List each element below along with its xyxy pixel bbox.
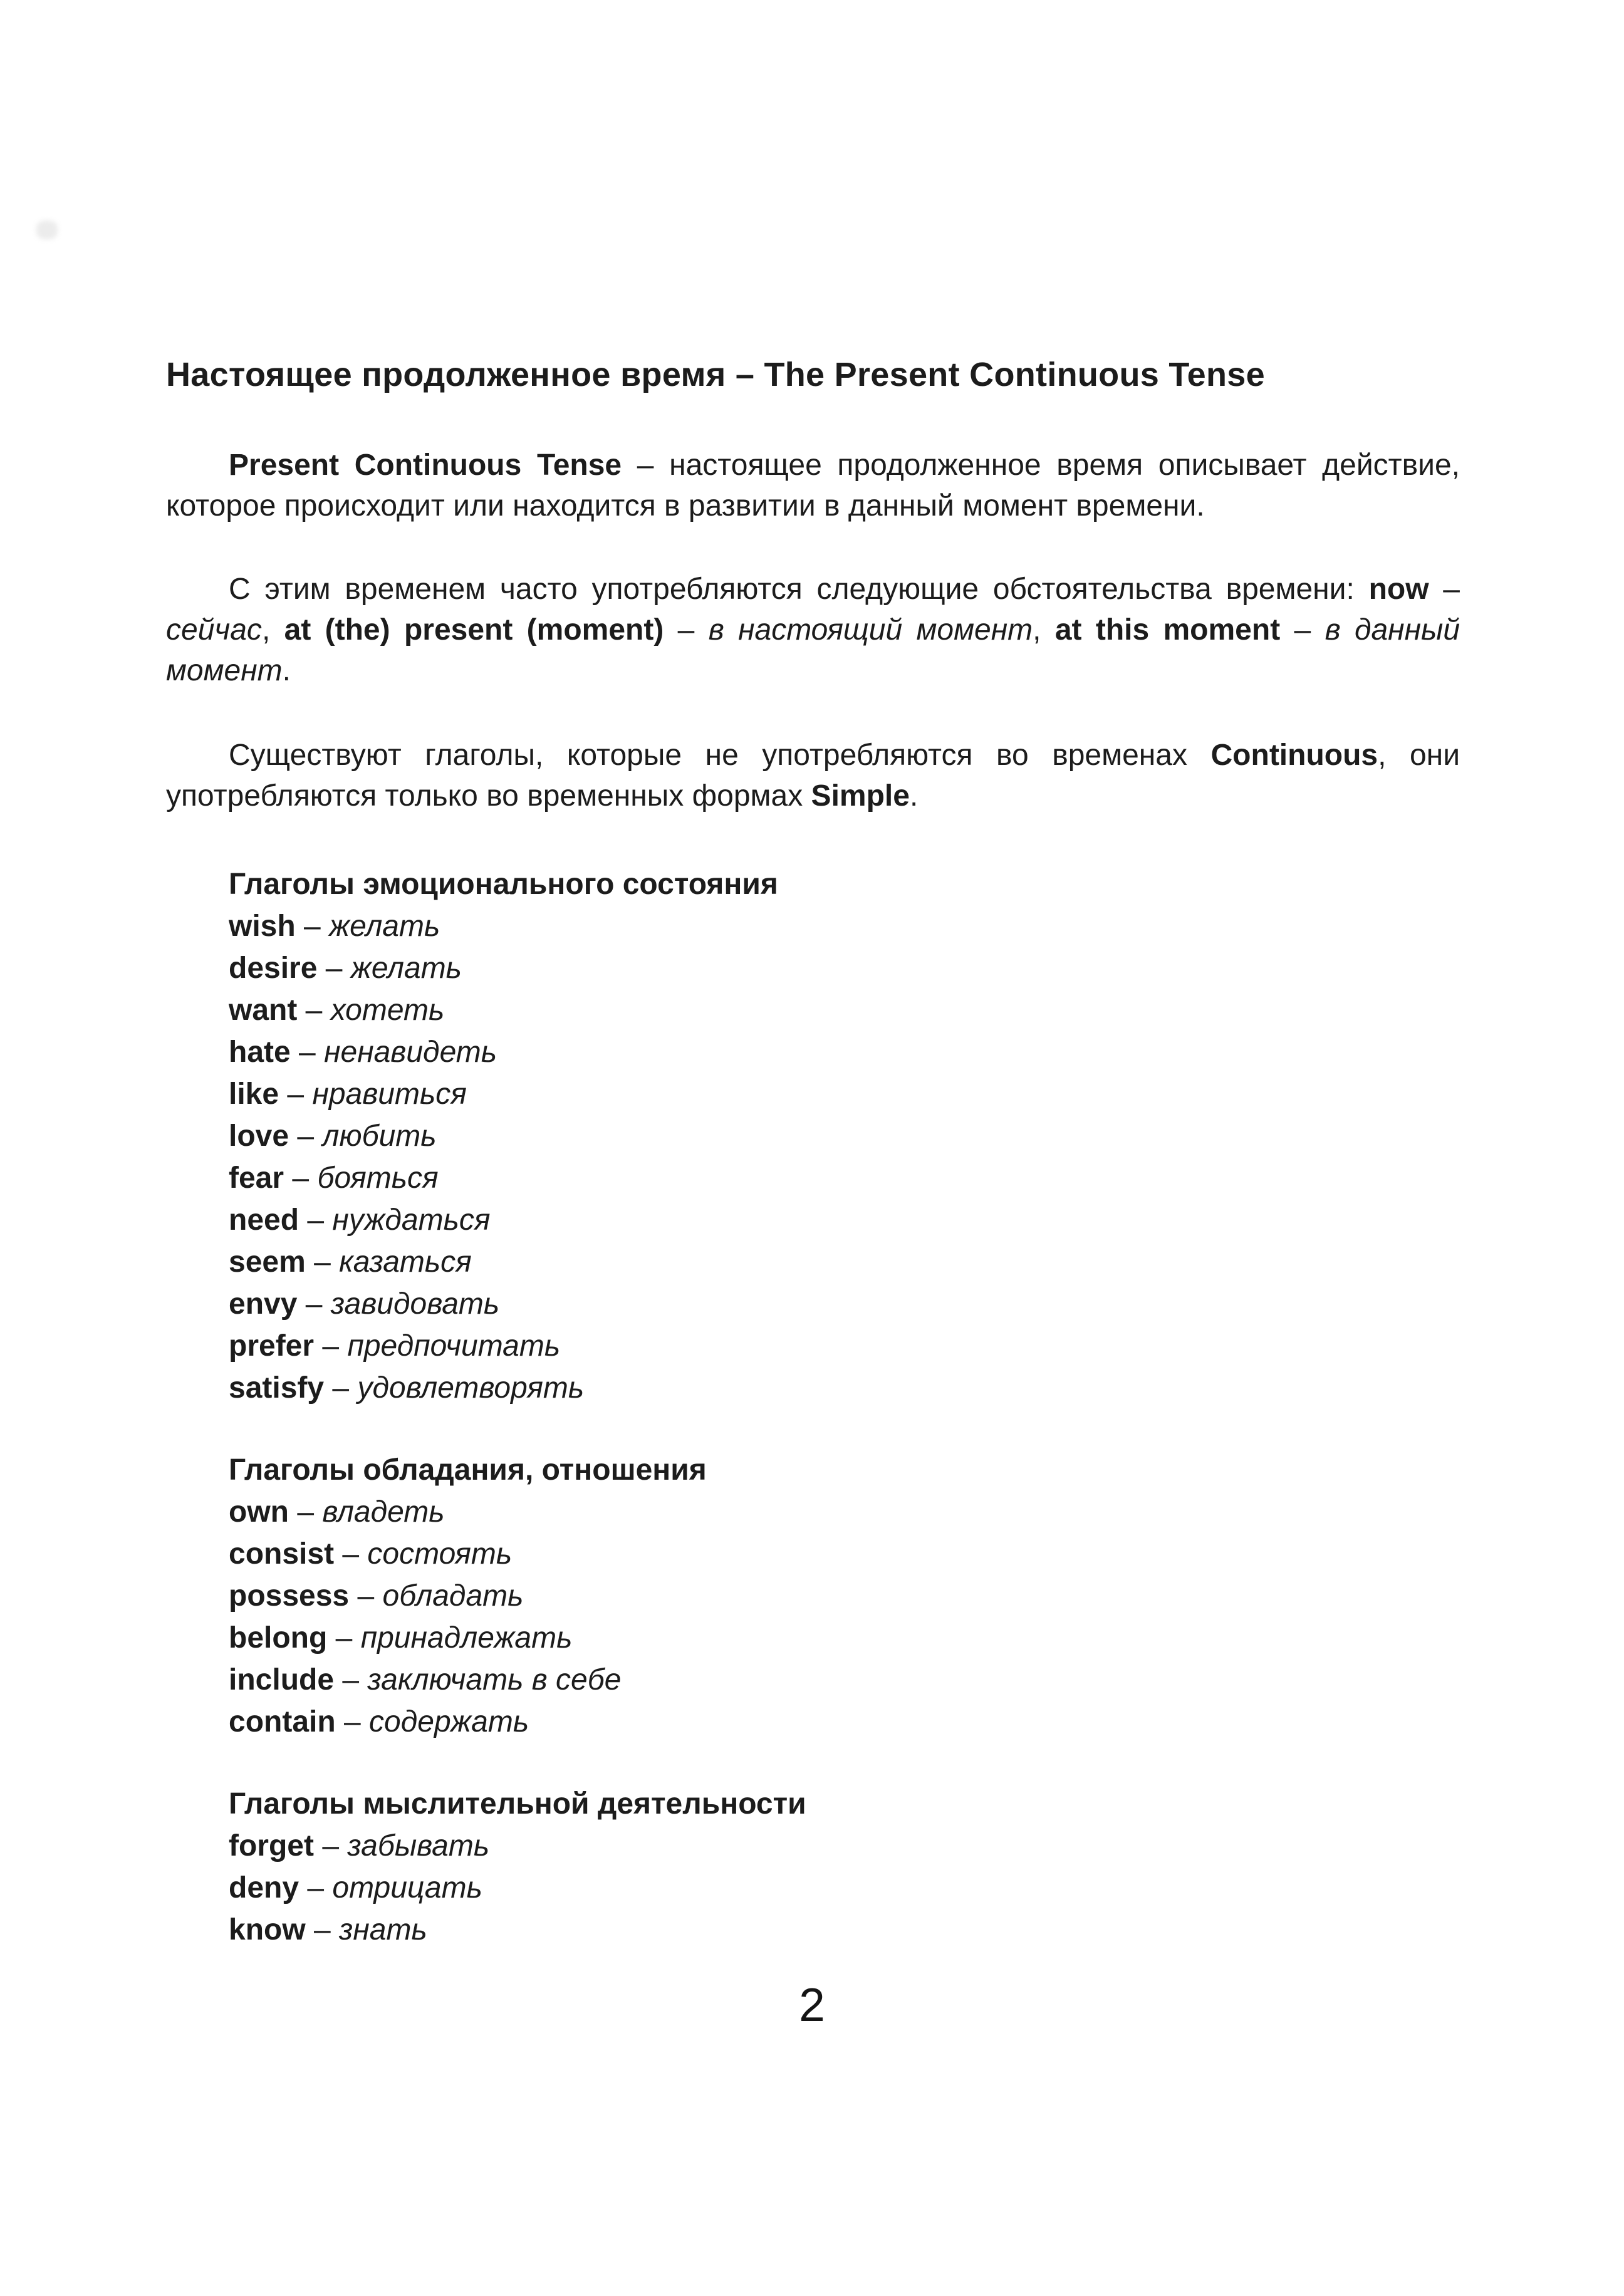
- english-verb: know: [229, 1913, 306, 1946]
- english-verb: need: [229, 1203, 299, 1237]
- page-title: Настоящее продолженное время – The Present Continuous Tense: [166, 356, 1265, 393]
- russian-translation: забывать: [347, 1829, 490, 1862]
- vocab-item: [229, 1825, 1460, 1867]
- english-verb: envy: [229, 1287, 298, 1321]
- paragraph: [166, 569, 1460, 691]
- vocab-item: [229, 1073, 1460, 1115]
- dash-separator: –: [314, 1329, 348, 1363]
- text-run: Существуют глаголы, которые не употребляются во временах: [229, 739, 1211, 772]
- vocab-item: [229, 1617, 1460, 1659]
- dash-separator: –: [334, 1537, 368, 1571]
- russian-translation: нравиться: [312, 1078, 467, 1111]
- dash-separator: –: [349, 1579, 383, 1613]
- russian-translation: знать: [339, 1913, 427, 1946]
- dash-separator: –: [290, 1036, 325, 1069]
- bold-term: Simple: [811, 779, 910, 813]
- intro-paragraphs: [166, 445, 1460, 816]
- english-verb: include: [229, 1663, 335, 1696]
- english-verb: want: [229, 994, 298, 1027]
- english-verb: deny: [229, 1871, 299, 1904]
- vocab-item: [229, 1157, 1460, 1199]
- dash-separator: –: [334, 1663, 368, 1696]
- verb-section: [229, 1783, 1460, 1951]
- russian-translation: содержать: [369, 1705, 529, 1738]
- section-header: Глаголы эмоционального состояния: [229, 868, 778, 901]
- english-verb: desire: [229, 952, 318, 985]
- dash-separator: –: [335, 1705, 370, 1738]
- english-verb: possess: [229, 1579, 350, 1613]
- russian-translation: отрицать: [332, 1871, 482, 1904]
- vocab-item: [229, 1115, 1460, 1157]
- italic-translation: в настоящий момент: [708, 613, 1033, 647]
- vocab-item: [229, 1241, 1460, 1283]
- vocab-item: [229, 1325, 1460, 1367]
- verb-section: [229, 1449, 1460, 1743]
- russian-translation: завидовать: [330, 1287, 500, 1321]
- vocab-item: [229, 947, 1460, 989]
- russian-translation: казаться: [339, 1245, 472, 1279]
- english-verb: love: [229, 1119, 289, 1153]
- vocab-item: [229, 1283, 1460, 1325]
- vocab-item: [229, 1867, 1460, 1909]
- dash-separator: –: [313, 1829, 348, 1862]
- paragraph: [166, 735, 1460, 816]
- dash-separator: –: [327, 1621, 361, 1654]
- english-verb: wish: [229, 910, 296, 943]
- english-verb: fear: [229, 1161, 284, 1195]
- bold-term: now: [1368, 573, 1429, 606]
- text-run: .: [282, 654, 291, 687]
- english-verb: satisfy: [229, 1371, 325, 1405]
- text-run: –: [664, 613, 709, 647]
- text-run: –: [1429, 573, 1460, 606]
- text-run: –: [1280, 613, 1325, 647]
- text-run: С этим временем часто употребляются следующие обстоятельства времени:: [229, 573, 1369, 606]
- vocab-item: [229, 1659, 1460, 1701]
- bold-term: Present Continuous Tense: [229, 449, 622, 482]
- vocab-item: [229, 1031, 1460, 1073]
- vocab-item: [229, 1367, 1460, 1409]
- russian-translation: состоять: [367, 1537, 513, 1571]
- section-header: Глаголы мыслительной деятельности: [229, 1787, 806, 1821]
- english-verb: forget: [229, 1829, 314, 1862]
- dash-separator: –: [324, 1371, 358, 1405]
- dash-separator: –: [299, 1871, 333, 1904]
- russian-translation: нуждаться: [332, 1203, 491, 1237]
- dash-separator: –: [297, 1287, 331, 1321]
- russian-translation: желать: [329, 910, 440, 943]
- bold-term: Continuous: [1210, 739, 1378, 772]
- dash-separator: –: [279, 1078, 313, 1111]
- italic-translation: в данный момент: [166, 613, 1460, 687]
- vocab-item: [229, 1491, 1460, 1533]
- english-verb: own: [229, 1495, 289, 1529]
- russian-translation: удовлетворять: [357, 1371, 585, 1405]
- english-verb: like: [229, 1078, 279, 1111]
- vocab-item: [229, 1533, 1460, 1575]
- vocab-item: [229, 1575, 1460, 1617]
- italic-translation: сейчас: [166, 613, 262, 647]
- text-run: .: [909, 779, 919, 813]
- english-verb: hate: [229, 1036, 291, 1069]
- vocab-item: [229, 1909, 1460, 1951]
- dash-separator: –: [289, 1119, 323, 1153]
- dash-separator: –: [317, 952, 351, 985]
- vocab-item: [229, 1701, 1460, 1743]
- russian-translation: бояться: [317, 1161, 439, 1195]
- russian-translation: принадлежать: [360, 1621, 573, 1654]
- text-run: ,: [261, 613, 284, 647]
- english-verb: belong: [229, 1621, 328, 1654]
- dash-separator: –: [299, 1203, 333, 1237]
- english-verb: consist: [229, 1537, 335, 1571]
- verb-sections: [166, 863, 1460, 1951]
- dash-separator: –: [295, 910, 330, 943]
- russian-translation: ненавидеть: [324, 1036, 497, 1069]
- scan-artifact: [36, 221, 58, 239]
- english-verb: contain: [229, 1705, 336, 1738]
- english-verb: prefer: [229, 1329, 315, 1363]
- english-verb: seem: [229, 1245, 306, 1279]
- russian-translation: владеть: [322, 1495, 445, 1529]
- dash-separator: –: [284, 1161, 318, 1195]
- dash-separator: –: [305, 1245, 340, 1279]
- russian-translation: любить: [322, 1119, 437, 1153]
- bold-term: at this moment: [1054, 613, 1281, 647]
- page-number: 2: [799, 1978, 825, 2031]
- russian-translation: заключать в себе: [367, 1663, 622, 1696]
- text-run: ,: [1033, 613, 1055, 647]
- bold-term: at (the) present (moment): [284, 613, 664, 647]
- vocab-item: [229, 989, 1460, 1031]
- dash-separator: –: [288, 1495, 323, 1529]
- vocab-item: [229, 1199, 1460, 1241]
- russian-translation: желать: [350, 952, 462, 985]
- russian-translation: хотеть: [330, 994, 445, 1027]
- russian-translation: предпочитать: [347, 1329, 561, 1363]
- russian-translation: обладать: [382, 1579, 524, 1613]
- text-run: – настоящее продолженное время описывает действие, которое происходит или находится в развитии в данный момент времени.: [166, 449, 1460, 522]
- dash-separator: –: [297, 994, 331, 1027]
- dash-separator: –: [305, 1913, 340, 1946]
- vocab-item: [229, 905, 1460, 947]
- verb-section: [229, 863, 1460, 1409]
- section-header: Глаголы обладания, отношения: [229, 1453, 707, 1487]
- paragraph: [166, 445, 1460, 526]
- text-run: , они употребляются только во временных формах: [166, 739, 1460, 813]
